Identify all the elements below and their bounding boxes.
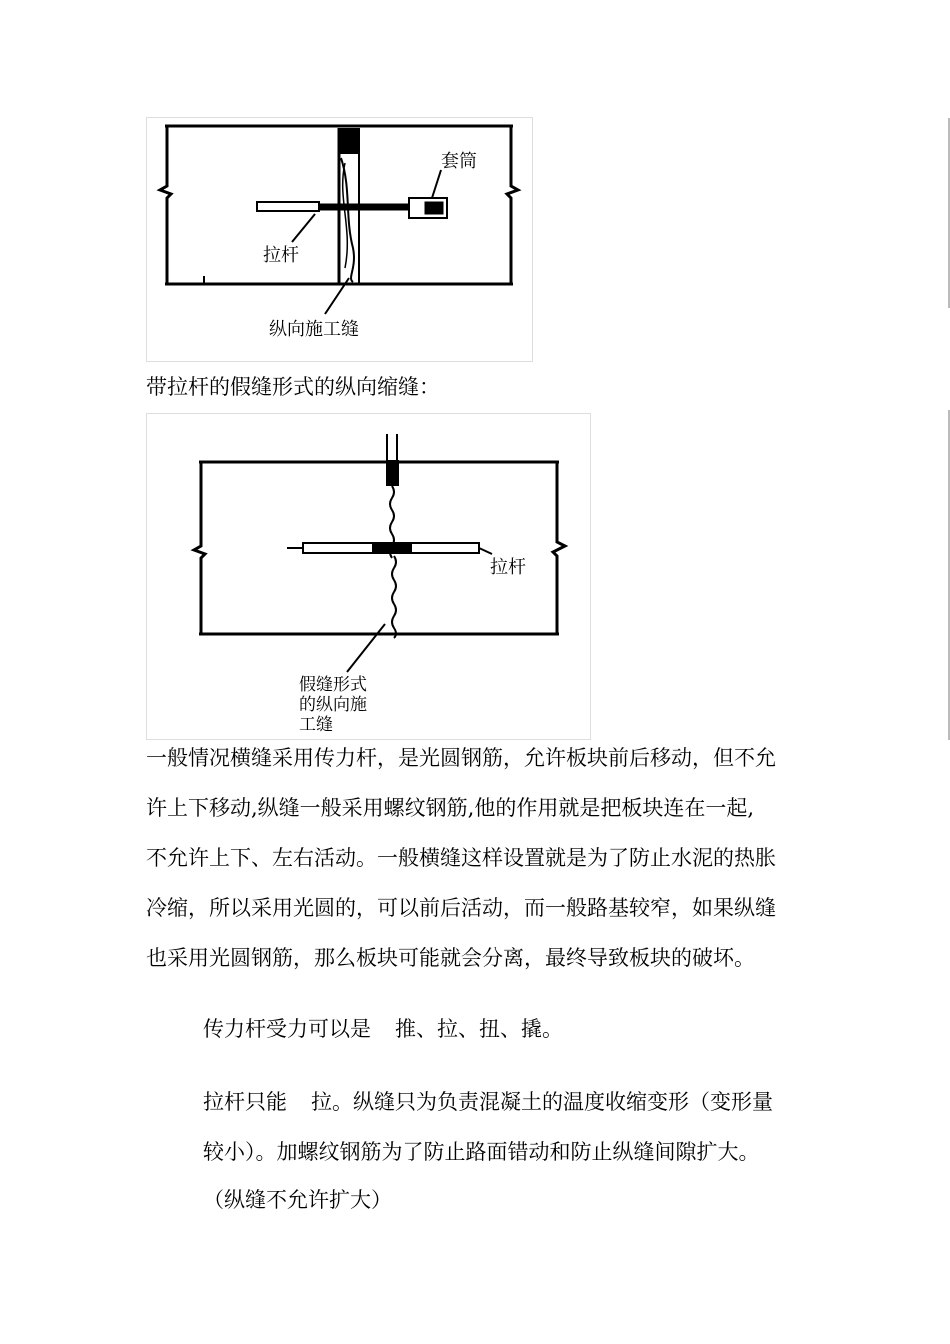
false-joint-diagram <box>147 414 590 739</box>
figure2-label-joint-line3: 工缝 <box>299 715 333 735</box>
figure2-label-joint-line2: 的纵向施 <box>299 695 367 715</box>
figure2-label-tie-bar: 拉杆 <box>490 557 526 578</box>
tiebar-force-line <box>203 1087 773 1117</box>
tiebar-force-prefix: 拉杆只能 <box>203 1090 287 1114</box>
tie-bar-center <box>373 542 411 554</box>
caption-false-joint: 带拉杆的假缝形式的纵向缩缝： <box>146 375 440 399</box>
tiebar-force-value: 拉。纵缝只为负责混凝土的温度收缩变形（变形量 <box>311 1090 773 1114</box>
dowel-force-value: 推、拉、扭、撬。 <box>395 1017 563 1041</box>
figure-construction-joint <box>146 117 533 362</box>
false-joint-slot <box>386 460 399 486</box>
paragraph-line: （纵缝不允许扩大） <box>203 1188 392 1212</box>
figure1-label-sleeve: 套筒 <box>441 151 477 172</box>
paragraph-line: 一般情况横缝采用传力杆，是光圆钢筋，允许板块前后移动，但不允 <box>146 746 776 770</box>
dowel-force-prefix: 传力杆受力可以是 <box>203 1017 371 1041</box>
paragraph-line: 也采用光圆钢筋，那么板块可能就会分离，最终导致板块的破坏。 <box>146 946 755 970</box>
paragraph-line: 不允许上下、左右活动。一般横缝这样设置就是为了防止水泥的热胀 <box>146 846 776 870</box>
joint-cap-block <box>339 128 359 154</box>
figure1-label-tie-bar: 拉杆 <box>263 245 299 266</box>
construction-joint-diagram <box>147 118 532 361</box>
paragraph-line: 许上下移动,纵缝一般采用螺纹钢筋,他的作用就是把板块连在一起, <box>146 796 755 820</box>
paragraph-line: 冷缩，所以采用光圆的，可以前后活动，而一般路基较窄，如果纵缝 <box>146 896 776 920</box>
paragraph-line: 较小）。加螺纹钢筋为了防止路面错动和防止纵缝间隙扩大。 <box>203 1140 760 1164</box>
dowel-force-line <box>203 1014 563 1044</box>
figure1-label-joint: 纵向施工缝 <box>269 319 359 340</box>
figure2-label-joint-line1: 假缝形式 <box>299 675 367 695</box>
figure-false-joint <box>146 413 591 740</box>
